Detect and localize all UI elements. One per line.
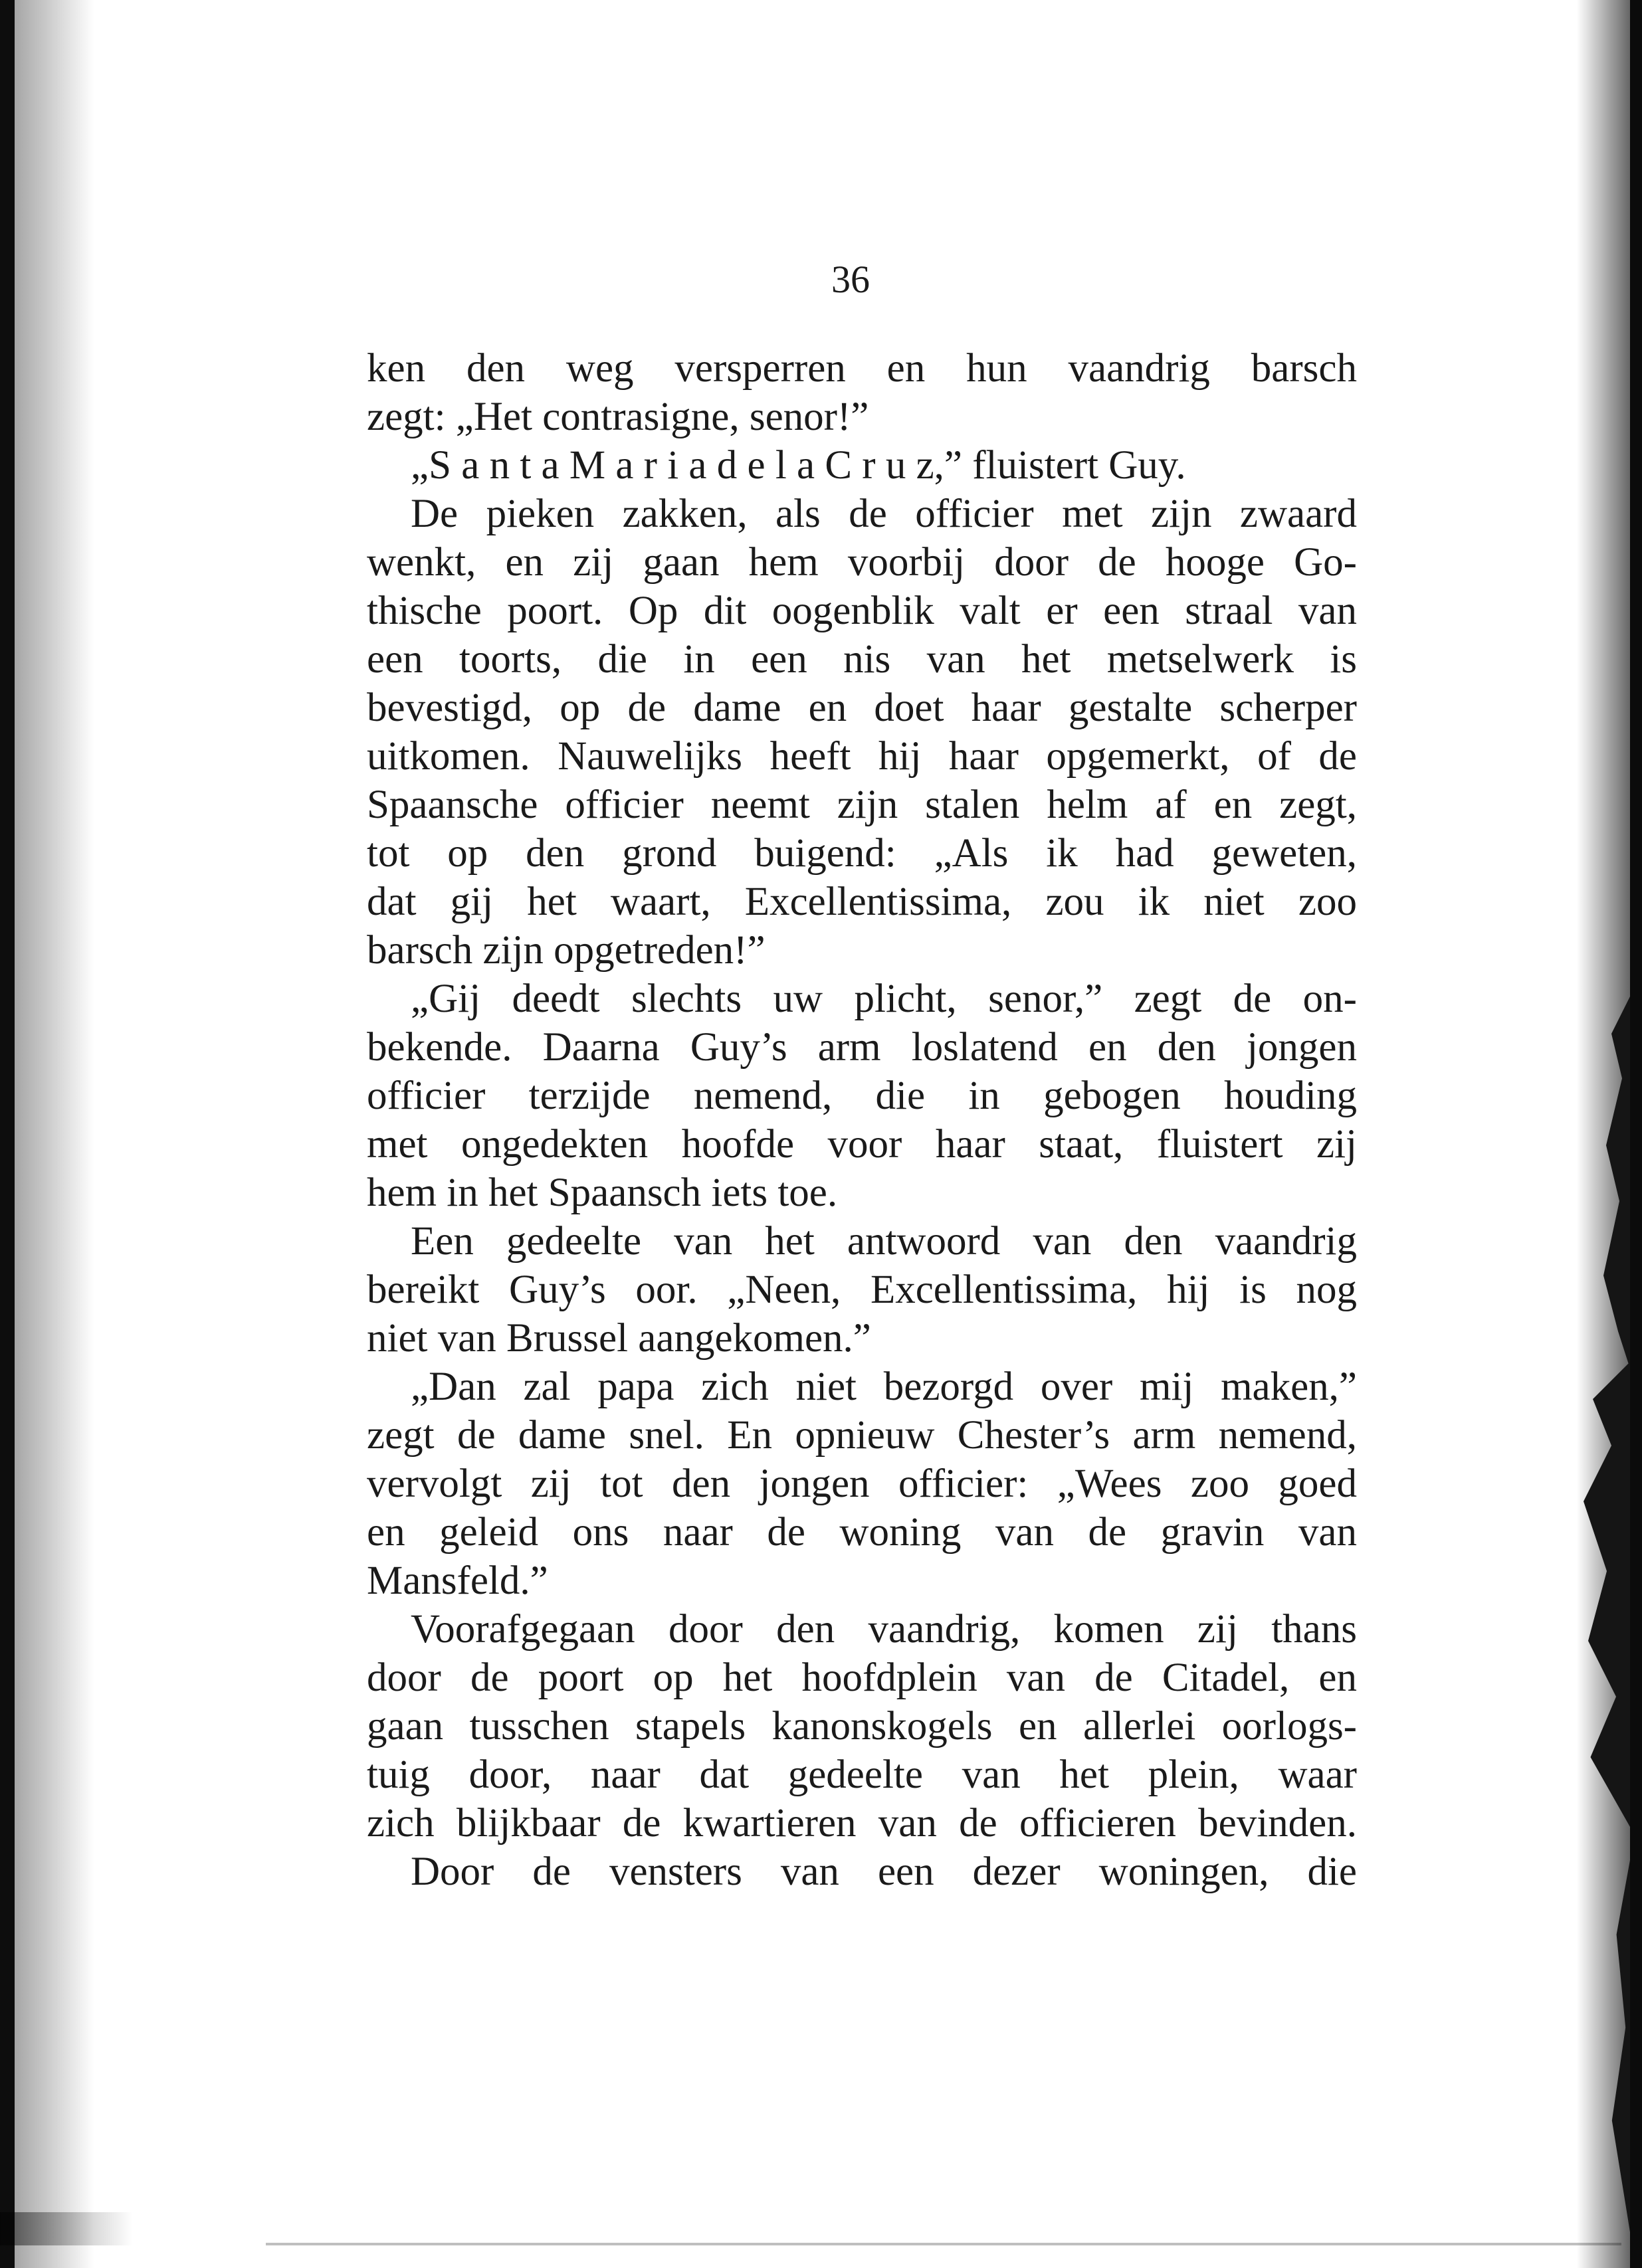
text-line: uitkomen. Nauwelijks heeft hij haar opgemerkt, of de [367, 734, 1357, 779]
text-line: „S a n t a M a r i a d e l a C r u z,” fluistert Guy. [411, 443, 1186, 488]
text-line: door de poort op het hoofdplein van de Citadel, en [367, 1655, 1357, 1700]
scan-left-shadow [15, 0, 94, 2268]
text-line: Een gedeelte van het antwoord van den vaandrig [411, 1219, 1357, 1264]
text-line: en geleid ons naar de woning van de gravin van [367, 1510, 1357, 1555]
text-line: een toorts, die in een nis van het metselwerk is [367, 637, 1357, 682]
scan-bottom-smudge [0, 2212, 133, 2245]
scan-left-edge [0, 0, 15, 2268]
text-line: tuig door, naar dat gedeelte van het plein, waar [367, 1752, 1357, 1797]
text-line: zegt de dame snel. En opnieuw Chester’s arm nemend, [367, 1413, 1357, 1458]
text-line: officier terzijde nemend, die in gebogen houding [367, 1074, 1357, 1118]
text-line: dat gij het waart, Excellentissima, zou ik niet zoo [367, 880, 1357, 924]
text-line: niet van Brussel aangekomen.” [367, 1316, 871, 1361]
body-text [367, 344, 1357, 1896]
page-number: 36 [831, 258, 870, 301]
text-line: bevestigd, op de dame en doet haar gestalte scherper [367, 686, 1357, 730]
text-line: zegt: „Het contrasigne, senor!” [367, 395, 869, 439]
text-line: bekende. Daarna Guy’s arm loslatend en den jongen [367, 1025, 1357, 1070]
text-line: met ongedekten hoofde voor haar staat, fluistert zij [367, 1122, 1357, 1167]
text-line: De pieken zakken, als de officier met zijn zwaard [411, 492, 1357, 536]
scan-bottom-line [266, 2243, 1621, 2245]
text-line: gaan tusschen stapels kanonskogels en allerlei oorlogs- [367, 1704, 1357, 1748]
text-line: vervolgt zij tot den jongen officier: „Wees zoo goed [367, 1462, 1357, 1506]
text-line: Spaansche officier neemt zijn stalen helm af en zegt, [367, 783, 1357, 827]
scan-right-edge [1630, 0, 1642, 2268]
text-line: Voorafgegaan door den vaandrig, komen zij thans [411, 1607, 1357, 1652]
text-line: Mansfeld.” [367, 1559, 548, 1603]
text-line: „Gij deedt slechts uw plicht, senor,” zegt de on- [411, 977, 1357, 1021]
text-line: bereikt Guy’s oor. „Neen, Excellentissima, hij is nog [367, 1268, 1357, 1312]
text-line: thische poort. Op dit oogenblik valt er een straal van [367, 589, 1357, 633]
text-line: ken den weg versperren en hun vaandrig barsch [367, 346, 1357, 391]
text-line: wenkt, en zij gaan hem voorbij door de hooge Go- [367, 540, 1357, 585]
text-line: „Dan zal papa zich niet bezorgd over mij maken,” [411, 1365, 1357, 1409]
text-line: Door de vensters van een dezer woningen, die [411, 1849, 1357, 1894]
text-line: tot op den grond buigend: „Als ik had geweten, [367, 831, 1357, 876]
text-line: barsch zijn opgetreden!” [367, 928, 766, 973]
text-line: zich blijkbaar de kwartieren van de officieren bevinden. [367, 1801, 1357, 1845]
text-line: hem in het Spaansch iets toe. [367, 1171, 838, 1215]
